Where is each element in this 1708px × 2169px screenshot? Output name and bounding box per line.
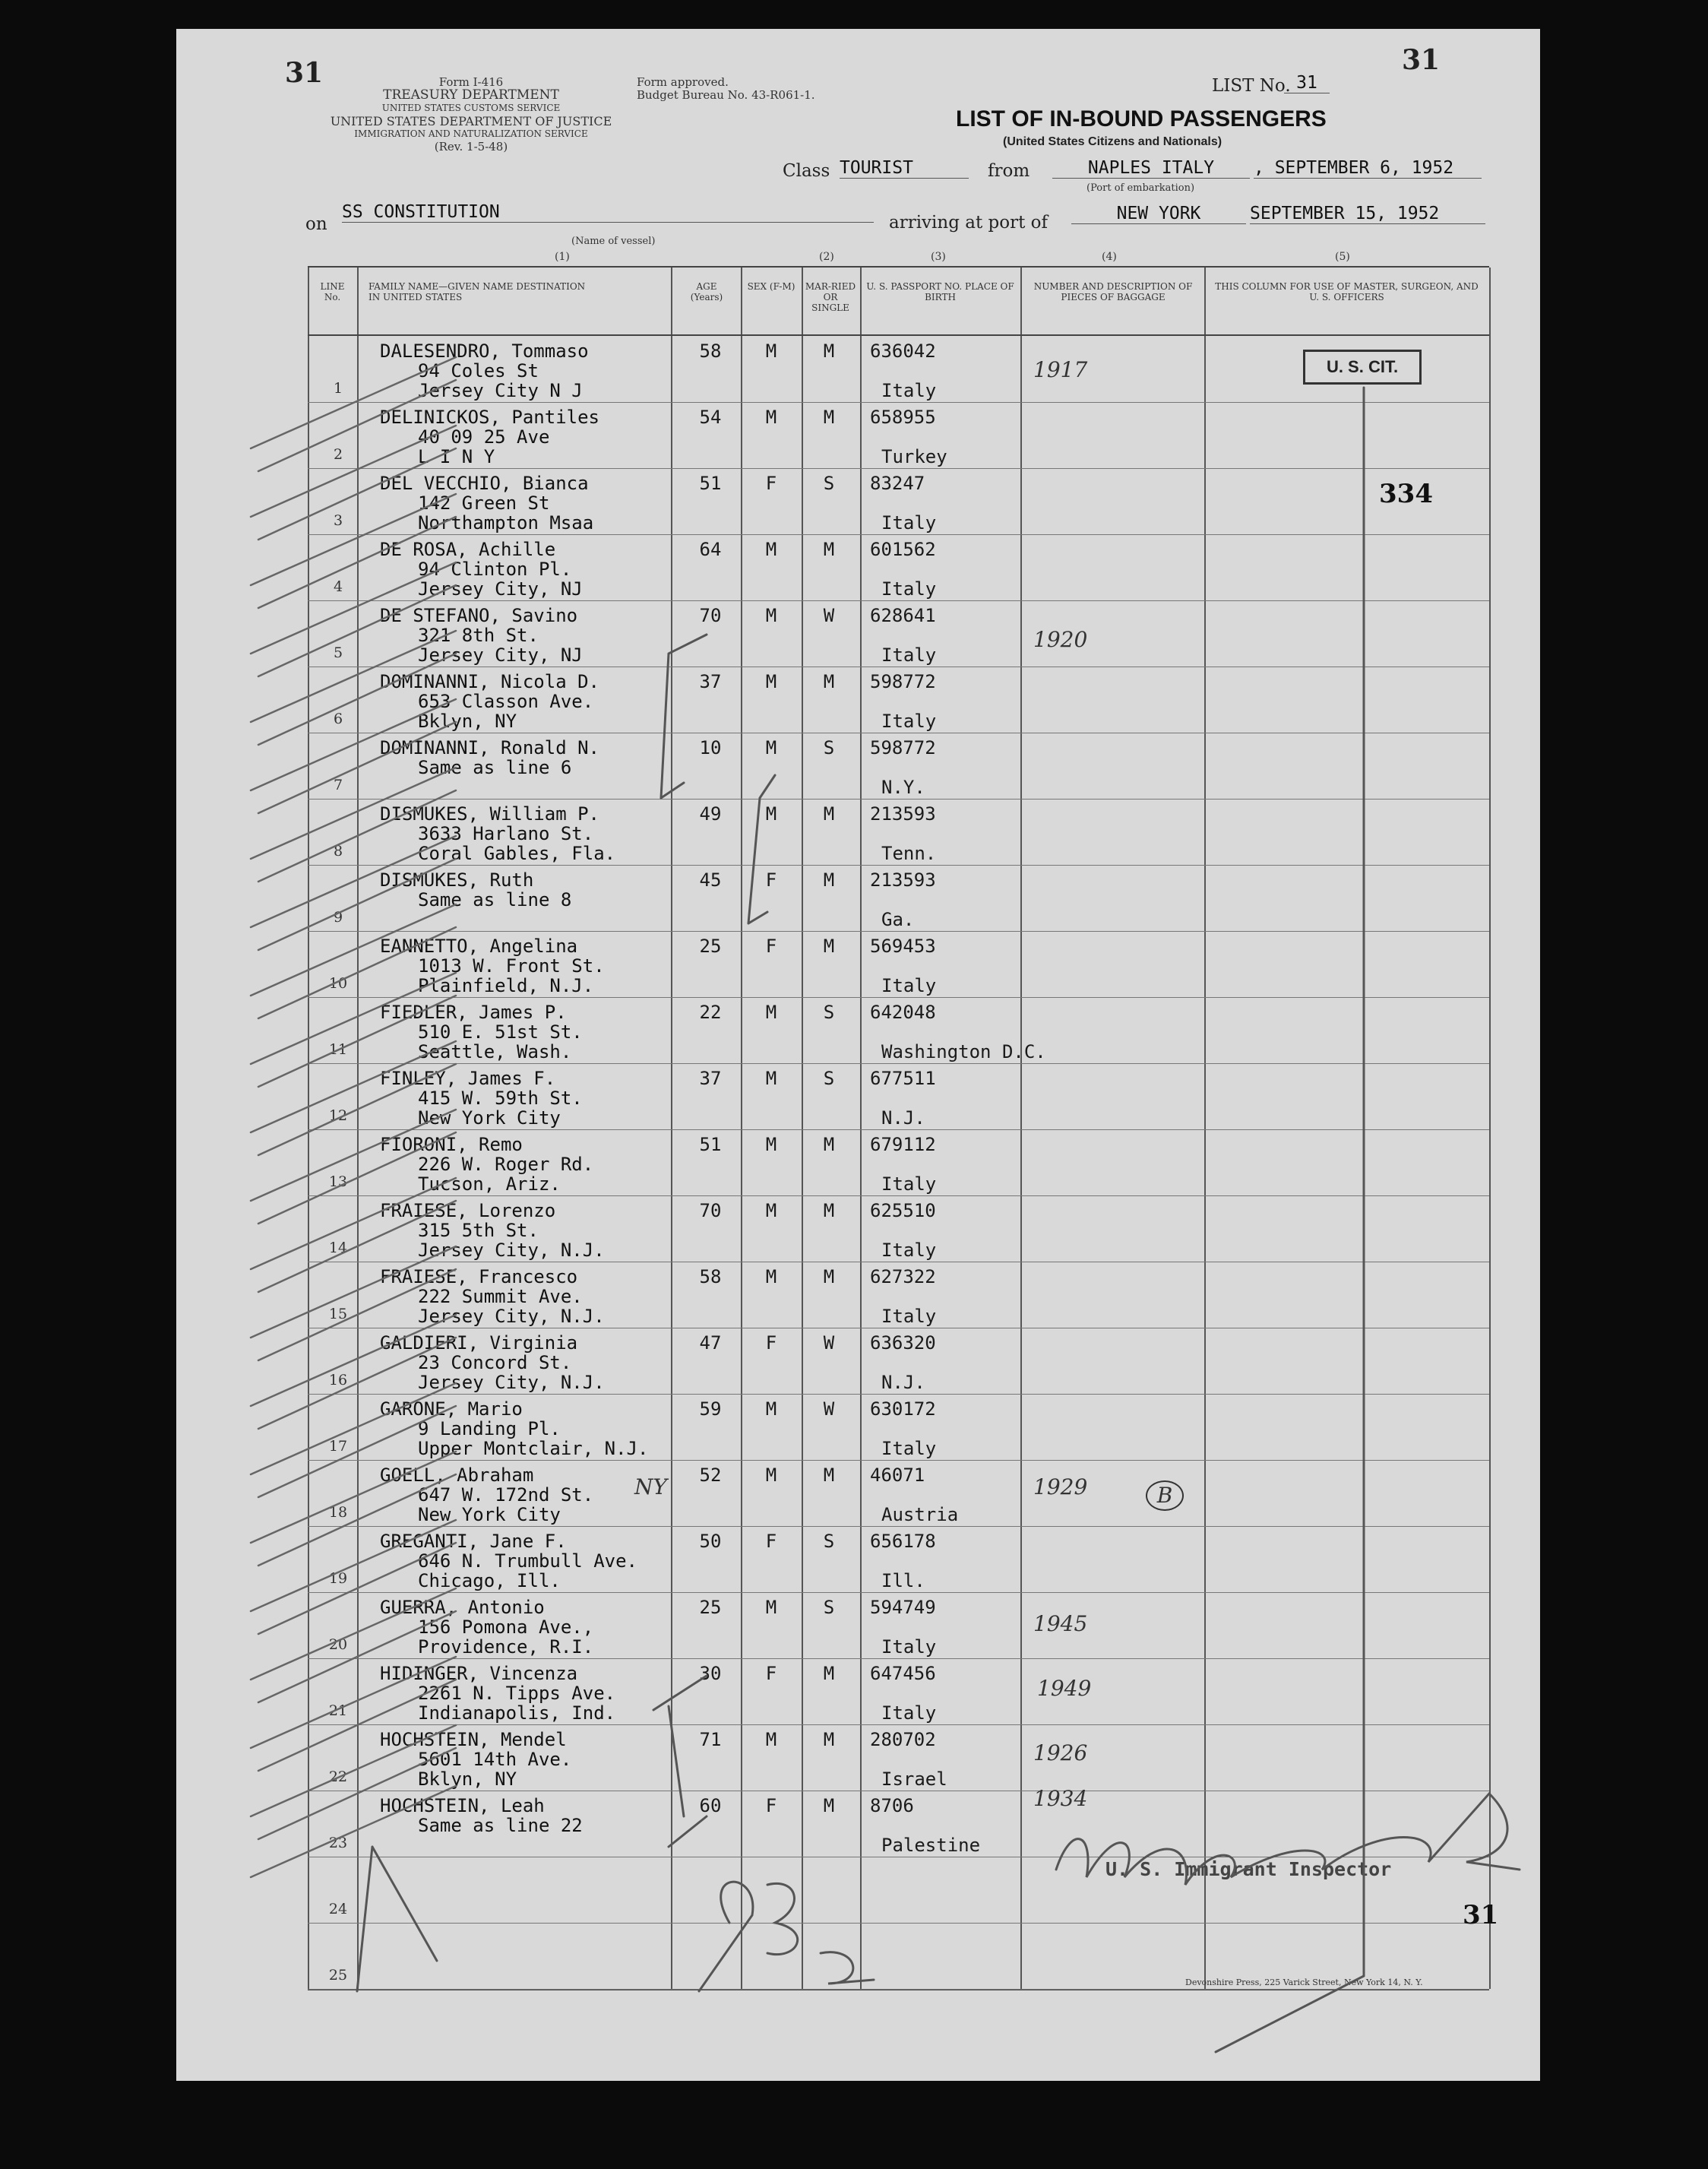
- address-line-2: Jersey City N J: [418, 380, 583, 401]
- address-line-2: Chicago, Ill.: [418, 1570, 561, 1591]
- port-embarkation-note: (Port of embarkation): [1086, 182, 1195, 194]
- address-line-2: New York City: [418, 1107, 561, 1129]
- address-line-2: Upper Montclair, N.J.: [418, 1438, 649, 1459]
- line-number: 21: [328, 1702, 348, 1719]
- marital-status: M: [823, 803, 835, 825]
- stamp-number-top-left: 31: [285, 57, 324, 89]
- passenger-age: 51: [699, 1134, 722, 1155]
- marital-status: M: [823, 671, 835, 692]
- line-number: 17: [328, 1438, 348, 1455]
- address-line-2: Jersey City, NJ: [418, 578, 583, 600]
- vessel-name: SS CONSTITUTION: [342, 202, 874, 223]
- marital-status: M: [823, 1795, 835, 1816]
- passenger-age: 45: [699, 869, 722, 891]
- marital-status: W: [823, 1332, 835, 1354]
- passenger-age: 25: [699, 1597, 722, 1618]
- passenger-name: DISMUKES, Ruth: [380, 869, 534, 891]
- place-of-birth: Italy: [881, 644, 937, 666]
- line-number: 16: [328, 1372, 348, 1388]
- passenger-name: FRAIESE, Lorenzo: [380, 1200, 556, 1221]
- passenger-name: FIORONI, Remo: [380, 1134, 523, 1155]
- marital-status: M: [823, 407, 835, 428]
- line-number: 3: [333, 512, 343, 529]
- line-number: 19: [328, 1570, 348, 1587]
- list-no-label: LIST No.: [1212, 76, 1291, 96]
- passenger-name: DOMINANNI, Ronald N.: [380, 737, 599, 758]
- passenger-name: EANNETTO, Angelina: [380, 936, 578, 957]
- passport-number: 598772: [870, 737, 936, 758]
- passenger-sex: M: [765, 539, 777, 560]
- place-of-birth: Washington D.C.: [881, 1041, 1046, 1062]
- page-title: LIST OF IN-BOUND PASSENGERS: [956, 106, 1327, 131]
- line-number: 8: [333, 843, 343, 860]
- departure-date: , SEPTEMBER 6, 1952: [1254, 158, 1482, 179]
- passenger-age: 58: [699, 1266, 722, 1287]
- passenger-sex: F: [765, 473, 777, 494]
- col-age: AGE (Years): [690, 281, 723, 302]
- class-value: TOURIST: [840, 158, 969, 179]
- page-subtitle: (United States Citizens and Nationals): [1003, 135, 1222, 148]
- marital-status: S: [823, 1597, 835, 1618]
- passenger-age: 49: [699, 803, 722, 825]
- address-line-1: Same as line 8: [418, 889, 572, 910]
- line-number: 9: [333, 909, 343, 926]
- line-number: 10: [328, 975, 348, 992]
- passenger-age: 10: [699, 737, 722, 758]
- passenger-sex: M: [765, 407, 777, 428]
- line-number: 25: [328, 1967, 348, 1984]
- passenger-name: DISMUKES, William P.: [380, 803, 599, 825]
- address-line-1: 647 W. 172nd St.: [418, 1484, 594, 1506]
- address-line-1: 2261 N. Tipps Ave.: [418, 1683, 616, 1704]
- address-line-1: 9 Landing Pl.: [418, 1418, 561, 1439]
- passenger-sex: M: [765, 605, 777, 626]
- handwritten-circled-b: B: [1146, 1480, 1184, 1511]
- passport-number: 569453: [870, 936, 936, 957]
- us-cit-stamp: U. S. CIT.: [1303, 350, 1422, 385]
- class-label: Class: [783, 161, 830, 181]
- column-number-4: (4): [1102, 251, 1117, 263]
- passport-number: 636320: [870, 1332, 936, 1354]
- passport-number: 656178: [870, 1531, 936, 1552]
- place-of-birth: Italy: [881, 975, 937, 996]
- address-line-1: Same as line 22: [418, 1815, 583, 1836]
- address-line-2: Coral Gables, Fla.: [418, 843, 616, 864]
- address-line-1: 3633 Harlano St.: [418, 823, 594, 844]
- place-of-birth: Italy: [881, 1438, 937, 1459]
- passport-number: 83247: [870, 473, 925, 494]
- passenger-name: DALESENDRO, Tommaso: [380, 340, 589, 362]
- place-of-birth: Austria: [881, 1504, 959, 1525]
- marital-status: W: [823, 605, 835, 626]
- from-label: from: [988, 161, 1030, 181]
- passport-number: 280702: [870, 1729, 936, 1750]
- place-of-birth: Italy: [881, 711, 937, 732]
- passenger-sex: M: [765, 1002, 777, 1023]
- line-number: 20: [328, 1636, 348, 1653]
- vessel-note: (Name of vessel): [571, 236, 656, 247]
- col-married: MAR-RIED OR SINGLE: [805, 281, 856, 313]
- inspector-label: U. S. Immigrant Inspector: [1105, 1858, 1392, 1880]
- on-label: on: [305, 214, 327, 234]
- passenger-sex: M: [765, 671, 777, 692]
- handwritten-year-line-21: 1949: [1037, 1676, 1092, 1701]
- passenger-name: HOCHSTEIN, Mendel: [380, 1729, 567, 1750]
- place-of-birth: Italy: [881, 512, 937, 534]
- address-line-2: Providence, R.I.: [418, 1636, 594, 1658]
- passenger-sex: F: [765, 1663, 777, 1684]
- marital-status: M: [823, 340, 835, 362]
- passenger-age: 59: [699, 1398, 722, 1420]
- passport-number: 213593: [870, 803, 936, 825]
- passenger-sex: M: [765, 1597, 777, 1618]
- marital-status: S: [823, 1002, 835, 1023]
- marital-status: M: [823, 1729, 835, 1750]
- handwritten-year-line-23: 1934: [1033, 1786, 1088, 1811]
- line-number: 2: [333, 446, 343, 463]
- address-line-1: 94 Clinton Pl.: [418, 559, 572, 580]
- address-line-1: 156 Pomona Ave.,: [418, 1616, 594, 1638]
- marital-status: M: [823, 1266, 835, 1287]
- address-line-1: Same as line 6: [418, 757, 572, 778]
- col-name: FAMILY NAME—GIVEN NAME DESTINATION IN UNITED STATES: [368, 281, 586, 302]
- place-of-birth: Palestine: [881, 1835, 981, 1856]
- passenger-age: 52: [699, 1464, 722, 1486]
- line-number: 24: [328, 1901, 348, 1917]
- address-line-2: Bklyn, NY: [418, 711, 517, 732]
- passenger-age: 71: [699, 1729, 722, 1750]
- address-line-2: Jersey City, NJ: [418, 644, 583, 666]
- form-dept: TREASURY DEPARTMENT: [383, 87, 559, 103]
- marital-status: M: [823, 936, 835, 957]
- col-passport: U. S. PASSPORT NO. PLACE OF BIRTH: [866, 281, 1014, 302]
- place-of-birth: Italy: [881, 1702, 937, 1724]
- passenger-sex: M: [765, 1266, 777, 1287]
- side-number: 334: [1379, 479, 1433, 509]
- address-line-2: Seattle, Wash.: [418, 1041, 572, 1062]
- passenger-name: DE ROSA, Achille: [380, 539, 556, 560]
- form-ins: IMMIGRATION AND NATURALIZATION SERVICE: [354, 128, 588, 139]
- passenger-sex: F: [765, 936, 777, 957]
- handwritten-year-line-1: 1917: [1033, 357, 1088, 382]
- passenger-age: 54: [699, 407, 722, 428]
- form-service: UNITED STATES CUSTOMS SERVICE: [381, 103, 561, 113]
- passenger-age: 64: [699, 539, 722, 560]
- passenger-name: GOELL, Abraham: [380, 1464, 534, 1486]
- handwritten-year-line-20: 1945: [1033, 1611, 1088, 1636]
- arrival-date: SEPTEMBER 15, 1952: [1250, 204, 1485, 224]
- form-budget: Budget Bureau No. 43-R061-1.: [637, 88, 815, 102]
- line-number: 14: [328, 1240, 348, 1256]
- col-baggage: NUMBER AND DESCRIPTION OF PIECES OF BAGGAGE: [1033, 281, 1193, 302]
- marital-status: M: [823, 539, 835, 560]
- passenger-sex: M: [765, 1200, 777, 1221]
- passenger-sex: M: [765, 1068, 777, 1089]
- passenger-name: FRAIESE, Francesco: [380, 1266, 578, 1287]
- line-number: 7: [333, 777, 343, 793]
- passenger-name: GREGANTI, Jane F.: [380, 1531, 567, 1552]
- passenger-name: GALDIERI, Virginia: [380, 1332, 578, 1354]
- line-number: 5: [333, 644, 343, 661]
- passenger-sex: M: [765, 1729, 777, 1750]
- line-number: 12: [328, 1107, 348, 1124]
- stamp-number-top-right: 31: [1402, 44, 1441, 76]
- marital-status: M: [823, 1663, 835, 1684]
- passenger-age: 47: [699, 1332, 722, 1354]
- marital-status: M: [823, 869, 835, 891]
- address-line-2: Indianapolis, Ind.: [418, 1702, 616, 1724]
- address-line-1: 1013 W. Front St.: [418, 955, 605, 977]
- passenger-age: 58: [699, 340, 722, 362]
- column-number-2: (2): [819, 251, 834, 263]
- place-of-birth: Italy: [881, 1636, 937, 1658]
- place-of-birth: N.J.: [881, 1372, 925, 1393]
- marital-status: M: [823, 1134, 835, 1155]
- passport-number: 8706: [870, 1795, 914, 1816]
- line-number: 1: [333, 380, 343, 397]
- passport-number: 627322: [870, 1266, 936, 1287]
- place-of-birth: Italy: [881, 1306, 937, 1327]
- column-number-1: (1): [555, 251, 570, 263]
- passenger-sex: F: [765, 1332, 777, 1354]
- passport-number: 642048: [870, 1002, 936, 1023]
- arriving-label: arriving at port of: [889, 213, 1048, 233]
- address-line-1: 142 Green St: [418, 492, 550, 514]
- form-approved: Form approved.: [637, 75, 729, 89]
- place-of-birth: Israel: [881, 1768, 947, 1790]
- place-of-birth: Italy: [881, 1173, 937, 1195]
- passenger-age: 70: [699, 605, 722, 626]
- passenger-name: DEL VECCHIO, Bianca: [380, 473, 589, 494]
- line-number: 13: [328, 1173, 348, 1190]
- line-number: 22: [328, 1768, 348, 1785]
- marital-status: W: [823, 1398, 835, 1420]
- marital-status: S: [823, 1531, 835, 1552]
- passenger-age: 37: [699, 1068, 722, 1089]
- line-number: 18: [328, 1504, 348, 1521]
- address-line-2: Jersey City, N.J.: [418, 1306, 605, 1327]
- passenger-sex: F: [765, 1795, 777, 1816]
- line-number: 11: [328, 1041, 348, 1058]
- address-line-1: 315 5th St.: [418, 1220, 539, 1241]
- passenger-age: 50: [699, 1531, 722, 1552]
- address-line-1: 222 Summit Ave.: [418, 1286, 583, 1307]
- passport-number: 46071: [870, 1464, 925, 1486]
- passenger-sex: M: [765, 1398, 777, 1420]
- passenger-age: 30: [699, 1663, 722, 1684]
- passport-number: 628641: [870, 605, 936, 626]
- passenger-age: 37: [699, 671, 722, 692]
- list-no-value: 31: [1284, 73, 1330, 93]
- handwritten-year-line-22: 1926: [1033, 1740, 1088, 1765]
- line-number: 15: [328, 1306, 348, 1322]
- passenger-sex: M: [765, 1134, 777, 1155]
- passport-number: 636042: [870, 340, 936, 362]
- address-line-2: Jersey City, N.J.: [418, 1372, 605, 1393]
- passenger-sex: F: [765, 869, 777, 891]
- form-rev: (Rev. 1-5-48): [434, 140, 508, 154]
- from-port: NAPLES ITALY: [1052, 158, 1250, 179]
- passport-number: 658955: [870, 407, 936, 428]
- place-of-birth: N.Y.: [881, 777, 925, 798]
- column-number-5: (5): [1335, 251, 1350, 263]
- passenger-age: 22: [699, 1002, 722, 1023]
- passenger-age: 60: [699, 1795, 722, 1816]
- form-justice: UNITED STATES DEPARTMENT OF JUSTICE: [330, 114, 612, 128]
- marital-status: S: [823, 737, 835, 758]
- passenger-name: DE STEFANO, Savino: [380, 605, 578, 626]
- passport-number: 679112: [870, 1134, 936, 1155]
- handwritten-ny-line-18: NY: [634, 1474, 667, 1499]
- address-line-1: 5601 14th Ave.: [418, 1749, 572, 1770]
- passenger-name: HOCHSTEIN, Leah: [380, 1795, 545, 1816]
- address-line-1: 40 09 25 Ave: [418, 426, 550, 448]
- line-number: 4: [333, 578, 343, 595]
- address-line-1: 321 8th St.: [418, 625, 539, 646]
- passenger-name: DELINICKOS, Pantiles: [380, 407, 599, 428]
- printer-imprint: Devonshire Press, 225 Varick Street, New York 14, N. Y.: [1185, 1977, 1423, 1987]
- place-of-birth: Ga.: [881, 909, 915, 930]
- stamp-number-bottom-right: 31: [1463, 1900, 1499, 1930]
- passenger-name: FIEDLER, James P.: [380, 1002, 567, 1023]
- address-line-1: 226 W. Roger Rd.: [418, 1154, 594, 1175]
- passport-number: 594749: [870, 1597, 936, 1618]
- passenger-name: GARONE, Mario: [380, 1398, 523, 1420]
- passenger-sex: M: [765, 803, 777, 825]
- form-number: Form I-416: [438, 75, 504, 89]
- handwritten-year-line-18: 1929: [1033, 1474, 1088, 1499]
- passenger-sex: F: [765, 1531, 777, 1552]
- passenger-sex: M: [765, 340, 777, 362]
- column-number-3: (3): [931, 251, 946, 263]
- passenger-age: 25: [699, 936, 722, 957]
- address-line-2: New York City: [418, 1504, 561, 1525]
- col-sex: SEX (F-M): [747, 281, 795, 292]
- place-of-birth: Italy: [881, 1240, 937, 1261]
- passport-number: 677511: [870, 1068, 936, 1089]
- passenger-sex: M: [765, 1464, 777, 1486]
- marital-status: M: [823, 1464, 835, 1486]
- address-line-1: 415 W. 59th St.: [418, 1088, 583, 1109]
- arrival-port: NEW YORK: [1071, 204, 1246, 224]
- place-of-birth: Turkey: [881, 446, 947, 467]
- passport-number: 598772: [870, 671, 936, 692]
- address-line-1: 646 N. Trumbull Ave.: [418, 1550, 637, 1572]
- address-line-2: Jersey City, N.J.: [418, 1240, 605, 1261]
- passport-number: 625510: [870, 1200, 936, 1221]
- place-of-birth: N.J.: [881, 1107, 925, 1129]
- address-line-2: L I N Y: [418, 446, 495, 467]
- line-number: 6: [333, 711, 343, 727]
- place-of-birth: Ill.: [881, 1570, 925, 1591]
- passenger-sex: M: [765, 737, 777, 758]
- address-line-1: 510 E. 51st St.: [418, 1021, 583, 1043]
- col-line-no: LINE No.: [320, 281, 345, 302]
- passport-number: 647456: [870, 1663, 936, 1684]
- address-line-1: 23 Concord St.: [418, 1352, 572, 1373]
- place-of-birth: Italy: [881, 578, 937, 600]
- place-of-birth: Italy: [881, 380, 937, 401]
- address-line-2: Plainfield, N.J.: [418, 975, 594, 996]
- handwritten-year-line-5: 1920: [1033, 627, 1088, 652]
- address-line-2: Bklyn, NY: [418, 1768, 517, 1790]
- col-officers: THIS COLUMN FOR USE OF MASTER, SURGEON, AND U. S. OFFICERS: [1215, 281, 1479, 302]
- address-line-1: 653 Classon Ave.: [418, 691, 594, 712]
- passport-number: 213593: [870, 869, 936, 891]
- address-line-1: 94 Coles St: [418, 360, 539, 382]
- passenger-name: GUERRA, Antonio: [380, 1597, 545, 1618]
- place-of-birth: Tenn.: [881, 843, 937, 864]
- passport-number: 630172: [870, 1398, 936, 1420]
- address-line-2: Tucson, Ariz.: [418, 1173, 561, 1195]
- marital-status: S: [823, 1068, 835, 1089]
- passport-number: 601562: [870, 539, 936, 560]
- line-number: 23: [328, 1835, 348, 1851]
- passenger-name: DOMINANNI, Nicola D.: [380, 671, 599, 692]
- passenger-age: 51: [699, 473, 722, 494]
- address-line-2: Northampton Msaa: [418, 512, 594, 534]
- passenger-age: 70: [699, 1200, 722, 1221]
- passenger-name: FINLEY, James F.: [380, 1068, 556, 1089]
- marital-status: S: [823, 473, 835, 494]
- marital-status: M: [823, 1200, 835, 1221]
- passenger-name: HIDINGER, Vincenza: [380, 1663, 578, 1684]
